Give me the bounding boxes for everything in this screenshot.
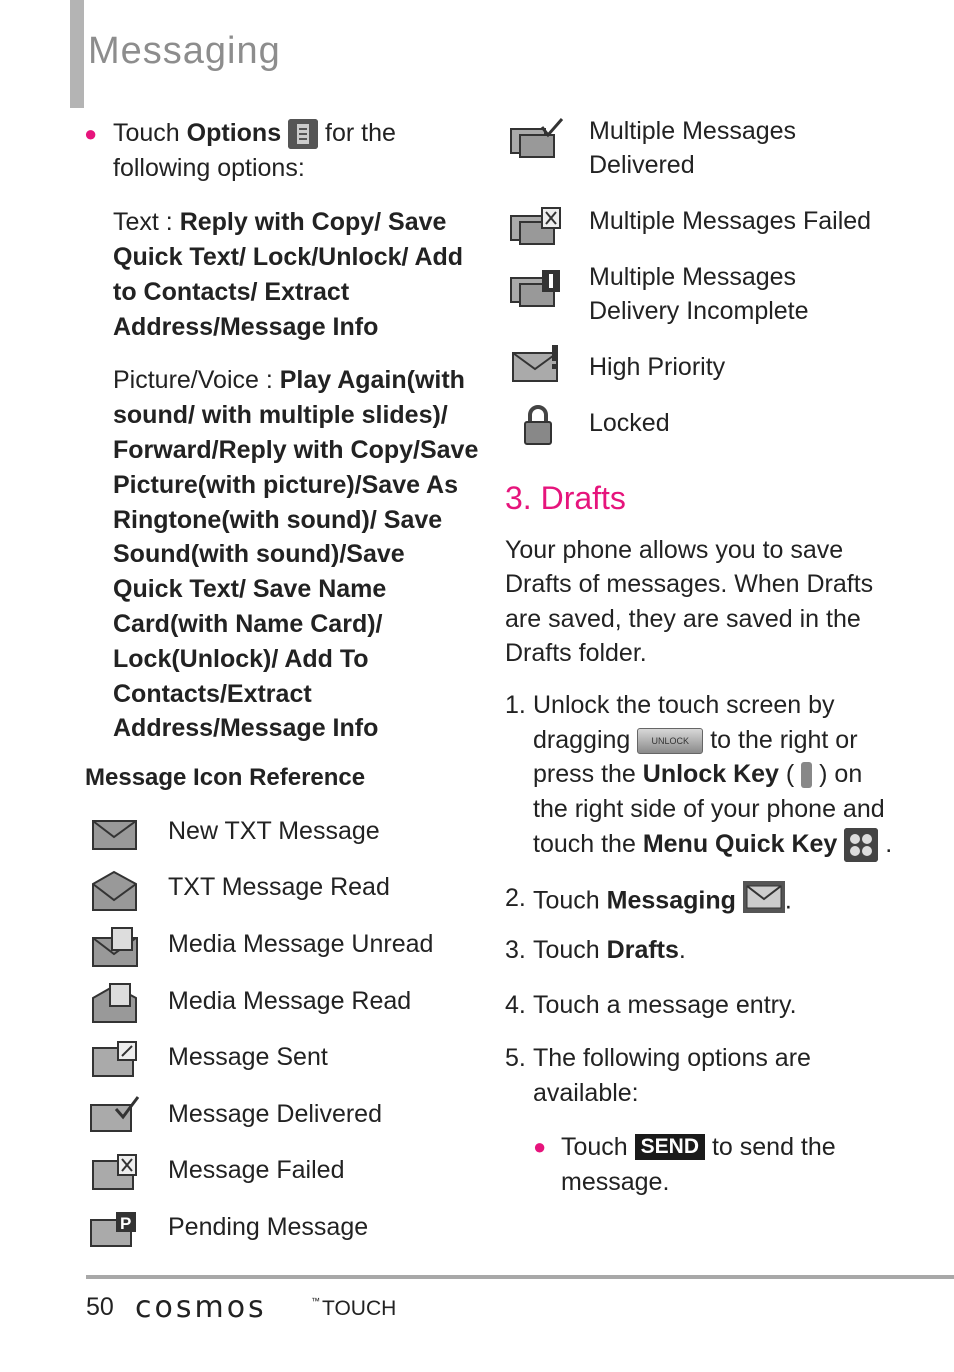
title-bar-accent [70,0,84,108]
menu-quick-key-icon [844,828,878,862]
bullet-icon: ● [84,121,98,146]
unlock-key-icon [801,762,812,788]
media-read-icon [92,982,140,1029]
brand-touch: TOUCH [322,1297,397,1320]
send-line1 [561,1130,836,1165]
icon-label-message-failed: Message Failed [168,1156,345,1184]
options-intro-line2: following options: [113,154,305,182]
text-option: Reply with Copy/ Save [179,208,447,236]
step1-line5 [533,827,892,862]
open-envelope-icon [92,870,138,917]
icon-label-media-unread: Media Message Unread [168,930,434,958]
icon-label-multi-failed: Multiple Messages Failed [589,207,872,235]
drafts-para-line3: are saved, they are saved in the [505,605,861,633]
unlock-slider-icon: UNLOCK [637,728,703,754]
step3-number: 3. [505,936,526,964]
pv-options-line9: Lock(Unlock)/ Add To [113,645,369,673]
options-icon [288,119,318,149]
step1-touch-the: touch the [533,830,643,858]
drafts-heading: 3. Drafts [505,480,626,516]
icon-label-txt-read: TXT Message Read [168,873,390,901]
step1-paren-open: ( [778,760,795,788]
pv-options-line8: Card(with Name Card)/ [113,610,383,638]
drafts-para-line1: Your phone allows you to save [505,536,844,564]
text-label: Text : [113,208,180,236]
send-key-icon: SEND [635,1134,705,1160]
icon-label-new-txt: New TXT Message [168,817,380,845]
pv-options-line2: sound/ with multiple slides)/ [113,401,448,429]
step4-line: Touch a message entry. [533,991,797,1019]
pv-options-line7: Quick Text/ Save Name [113,575,387,603]
svg-text:P: P [120,1214,132,1233]
icon-reference-heading: Message Icon Reference [85,764,366,791]
send-touch: Touch [561,1133,628,1161]
step2-touch: Touch [533,886,607,915]
step1-press-the: press the [533,760,643,788]
message-sent-icon [92,1040,140,1083]
text-options-line3: to Contacts/ Extract [113,278,350,306]
step3-touch: Touch [533,936,607,964]
menu-quick-key-label: Menu Quick Key [642,830,838,858]
pv-options-line10: Contacts/Extract [113,680,312,708]
icon-label-multi-delivered-1: Multiple Messages [589,117,797,145]
unlock-key-label: Unlock Key [642,760,779,788]
multiple-failed-icon [510,206,564,253]
step5-number: 5. [505,1044,526,1072]
messaging-label: Messaging [606,886,736,915]
trademark-symbol: ™ [311,1296,320,1306]
step5-line2: available: [533,1079,639,1107]
pv-option: Play Again(with [279,366,465,394]
brand-logo: cosmos [135,1290,267,1325]
options-intro-line1 [113,116,396,151]
send-to-send: to send the [711,1133,836,1161]
multiple-incomplete-icon [510,268,564,315]
high-priority-icon [512,345,562,388]
icon-label-multi-delivered-2: Delivered [589,151,695,179]
media-unread-icon [92,926,140,973]
drafts-para-line4: Drafts folder. [505,639,647,667]
icon-label-locked: Locked [589,409,670,437]
step2-line [533,881,792,923]
step5-line1: The following options are [533,1044,811,1072]
icon-label-high-priority: High Priority [589,353,726,381]
multiple-delivered-icon [510,117,564,164]
step1-paren-close: ) on [819,760,863,788]
pv-options-line1 [113,363,465,398]
page-title: Messaging [88,30,281,72]
step1-line2 [533,723,858,758]
step1-number: 1. [505,691,526,719]
step4-number: 4. [505,991,526,1019]
step1-line4: the right side of your phone and [533,795,885,823]
icon-label-message-sent: Message Sent [168,1043,328,1071]
pv-label: Picture/Voice : [113,366,280,394]
page-number: 50 [86,1293,114,1321]
icon-label-message-delivered: Message Delivered [168,1100,382,1128]
message-failed-icon [92,1153,140,1196]
text-options-line4: Address/Message Info [113,313,379,341]
step1-line3 [533,757,862,792]
lock-icon [522,404,554,451]
pv-options-line11: Address/Message Info [113,714,379,742]
drafts-para-line2: Drafts of messages. When Drafts [505,570,874,598]
pv-options-line5: Ringtone(with sound)/ Save [113,506,443,534]
icon-label-pending-message: Pending Message [168,1213,369,1241]
message-delivered-icon [90,1095,142,1138]
step3-period: . [678,936,686,964]
step1-dragging: dragging [533,726,631,754]
icon-label-media-read: Media Message Read [168,987,412,1015]
intro-post: for the [318,119,396,147]
step1-right-or: to the right or [710,726,858,754]
pending-message-icon [90,1210,140,1253]
pv-options-line3: Forward/Reply with Copy/Save [113,436,479,464]
pv-options-line4: Picture(with picture)/Save As [113,471,458,499]
footer-divider [86,1275,954,1279]
send-line2: message. [561,1168,670,1196]
messaging-icon [743,881,785,923]
drafts-label: Drafts [606,936,679,964]
intro-pre: Touch [113,119,187,147]
pv-options-line6: Sound(with sound)/Save [113,540,405,568]
step1-line1: Unlock the touch screen by [533,691,835,719]
step3-line [533,933,686,968]
envelope-icon [92,817,138,856]
icon-label-multi-incomplete-2: Delivery Incomplete [589,297,809,325]
icon-label-multi-incomplete-1: Multiple Messages [589,263,797,291]
text-options-line2: Quick Text/ Lock/Unlock/ Add [113,243,464,271]
intro-bold: Options [186,119,282,147]
step2-period: . [784,886,792,915]
text-options-line1 [113,205,446,240]
sub-bullet-icon: ● [533,1134,547,1159]
step2-number: 2. [505,884,526,912]
step1-period: . [885,830,893,858]
